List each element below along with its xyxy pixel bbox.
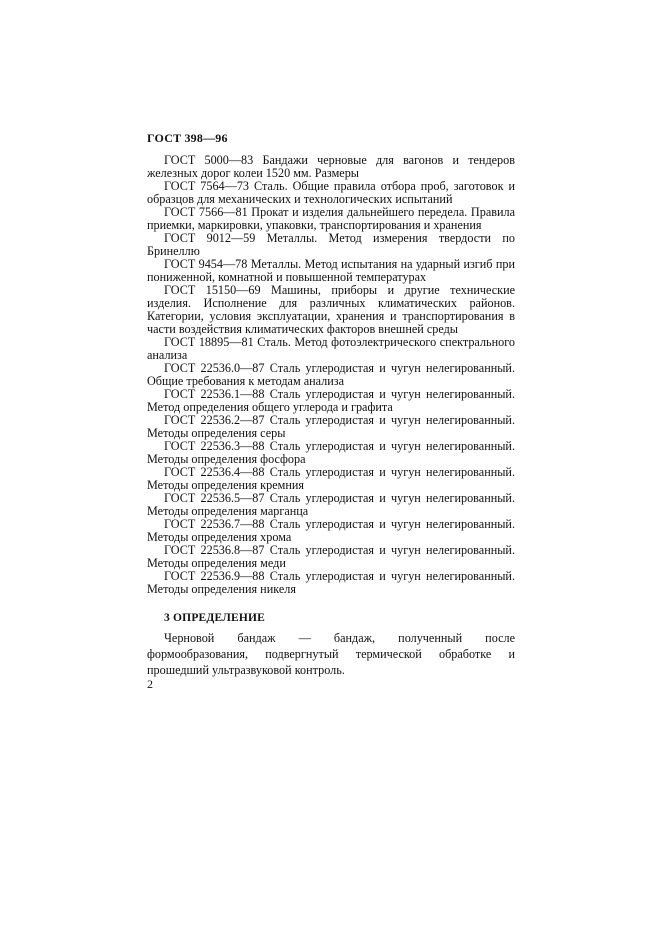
reference-item: ГОСТ 18895—81 Сталь. Метод фотоэлектрического спектрального анализа	[147, 335, 515, 362]
reference-item: ГОСТ 22536.4—88 Сталь углеродистая и чугун нелегированный. Методы определения кремния	[147, 465, 515, 492]
reference-item: ГОСТ 9012—59 Металлы. Метод измерения твердости по Бринеллю	[147, 231, 515, 258]
normative-references-list	[147, 154, 515, 596]
reference-item: ГОСТ 22536.2—87 Сталь углеродистая и чугун нелегированный. Методы определения серы	[147, 413, 515, 440]
reference-item: ГОСТ 22536.0—87 Сталь углеродистая и чугун нелегированный. Общие требования к методам анализа	[147, 361, 515, 388]
page-number: 2	[147, 677, 153, 691]
reference-item: ГОСТ 9454—78 Металлы. Метод испытания на ударный изгиб при пониженной, комнатной и повышенной температурах	[147, 257, 515, 284]
reference-item: ГОСТ 22536.1—88 Сталь углеродистая и чугун нелегированный. Метод определения общего углерода и графита	[147, 387, 515, 414]
reference-item: ГОСТ 22536.7—88 Сталь углеродистая и чугун нелегированный. Методы определения хрома	[147, 517, 515, 544]
section-heading: 3 ОПРЕДЕЛЕНИЕ	[164, 612, 266, 624]
reference-item: ГОСТ 22536.5—87 Сталь углеродистая и чугун нелегированный. Методы определения марганца	[147, 491, 515, 518]
reference-item: ГОСТ 22536.3—88 Сталь углеродистая и чугун нелегированный. Методы определения фосфора	[147, 439, 515, 466]
reference-item: ГОСТ 22536.8—87 Сталь углеродистая и чугун нелегированный. Методы определения меди	[147, 543, 515, 570]
reference-item: ГОСТ 7564—73 Сталь. Общие правила отбора проб, заготовок и образцов для механических и технологических испытаний	[147, 179, 515, 206]
reference-item: ГОСТ 15150—69 Машины, приборы и другие технические изделия. Исполнение для различных климатических районов. Категории, условия эксплуатации, хранения и транспортирования в части воздействия климатических факторов внешней среды	[147, 283, 515, 336]
page-header: ГОСТ 398—96	[147, 131, 228, 145]
reference-item: ГОСТ 7566—81 Прокат и изделия дальнейшего передела. Правила приемки, маркировки, упаковки, транспортирования и хранения	[147, 205, 515, 232]
definition-paragraph: Черновой бандаж — бандаж, полученный после формообразования, подвергнутый термической обработке и прошедший ультразвуковой контроль.	[147, 631, 515, 677]
reference-item: ГОСТ 22536.9—88 Сталь углеродистая и чугун нелегированный. Методы определения никеля	[147, 569, 515, 596]
reference-item: ГОСТ 5000—83 Бандажи черновые для вагонов и тендеров железных дорог колеи 1520 мм. Размеры	[147, 153, 515, 180]
